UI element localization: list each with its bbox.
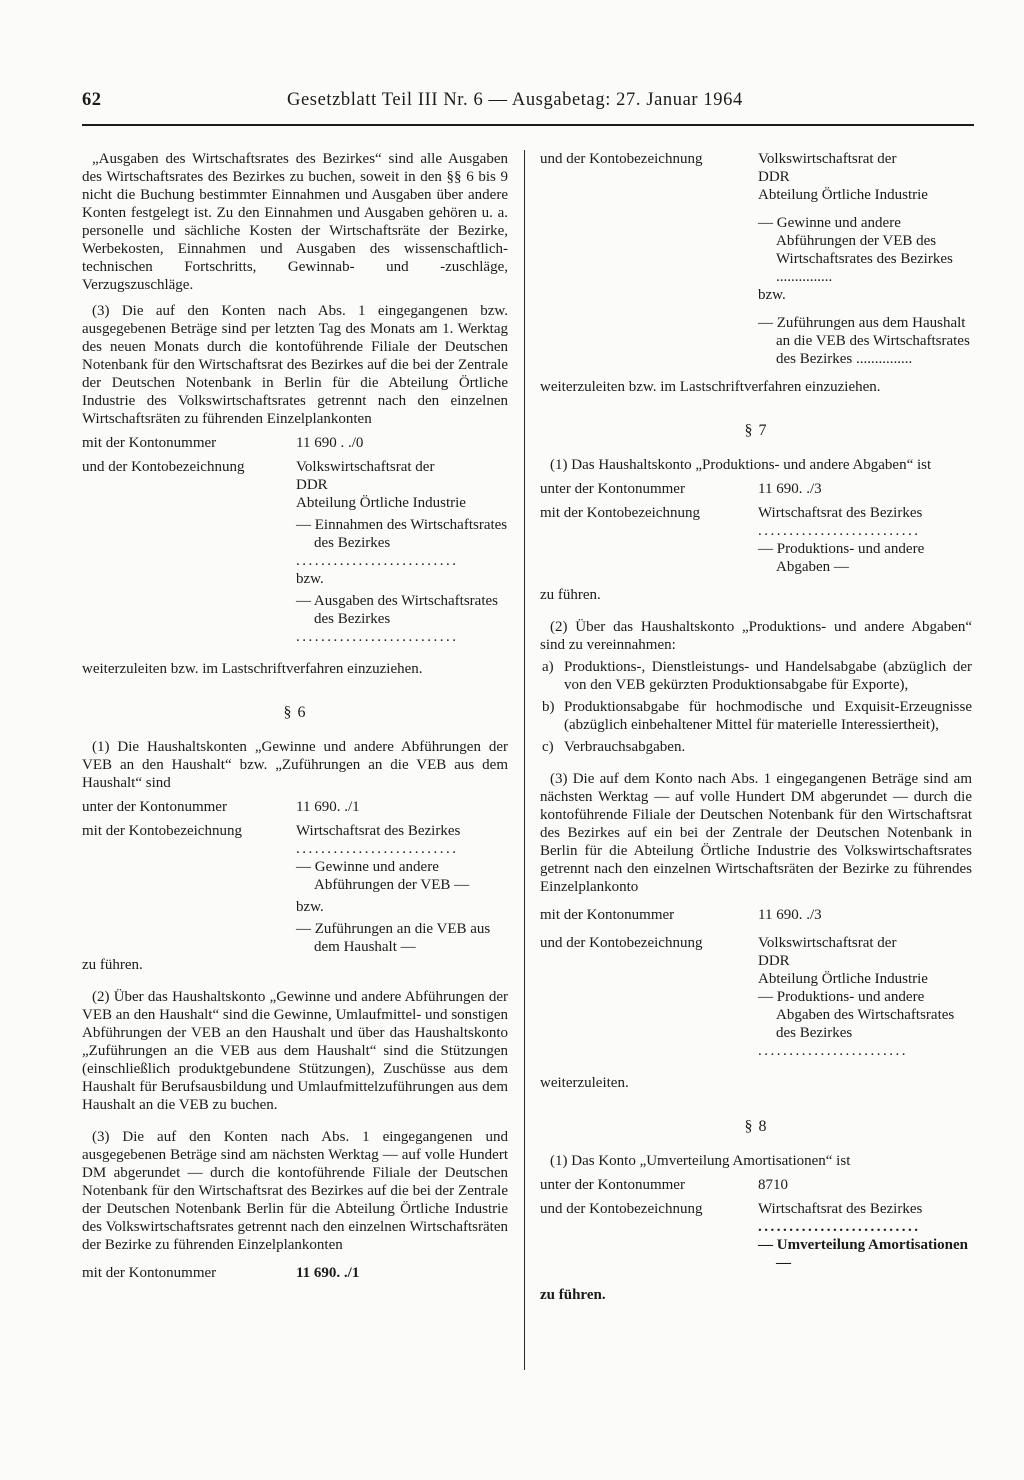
account-subitem: — Gewinne und andere Abführungen der VEB des Wirtschaftsrates des Bezirkes ............... (758, 215, 953, 285)
field-label: mit der Kontobezeichnung (82, 823, 242, 839)
paragraph: (3) Die auf den Konten nach Abs. 1 eingegangenen bzw. ausgegebenen Beträge sind per letzten Tag des Monats am 1. Werktag des neuen Monats durch die kontoführende Filiale der Deutschen Notenbank für den Wirtschaftsrat des Bezirkes auf die bei der Zentrale der Deutschen Notenbank in Berlin für die Abteilung Örtliche Industrie des Volkswirtschaftsrates getrennt nach den einzelnen Wirtschaftsräten zu führenden Einzelplankonten (82, 303, 508, 427)
left-column (82, 150, 508, 1282)
account-name-row (82, 822, 508, 956)
list-item-text: Produktionsabgabe für hochmodische und Exquisit-Erzeugnisse (abzüglich einbehaltener Mittel für materielle Interessiertheit), (564, 699, 972, 733)
account-name-line: Volkswirtschaftsrat der (758, 151, 897, 167)
paragraph: (2) Über das Haushaltskonto „Produktions- und andere Abgaben“ sind zu vereinnahmen: (540, 619, 972, 653)
account-name (758, 150, 972, 368)
paragraph: weiterzuleiten bzw. im Lastschriftverfahren einzuziehen. (540, 379, 881, 395)
list-item-text: Verbrauchsabgaben. (564, 739, 686, 755)
account-number: 11 690. ./3 (758, 907, 822, 923)
list-item (540, 658, 972, 694)
account-number: 8710 (758, 1177, 788, 1193)
page-header (82, 90, 974, 126)
account-number-row (540, 480, 972, 498)
field-label: und der Kontobezeichnung (540, 151, 703, 167)
account-name-line: Wirtschaftsrat des Bezirkes (758, 1201, 923, 1217)
account-name-row (82, 458, 508, 646)
conjunction: bzw. (296, 899, 324, 915)
account-name-line: DDR (758, 953, 790, 969)
account-subitem: — Umverteilung Amortisationen — (758, 1237, 968, 1271)
paragraph: zu führen. (540, 587, 601, 603)
list-item-label: c) (542, 739, 554, 755)
section-heading: § 8 (744, 1118, 768, 1135)
paragraph: (1) Die Haushaltskonten „Gewinne und andere Abführungen der VEB an den Haushalt“ bzw. „Zuführungen an die VEB aus dem Haushalt“ sind (82, 739, 508, 791)
dot-leader: .......................... (296, 841, 459, 857)
paragraph: zu führen. (82, 957, 143, 973)
paragraph: (3) Die auf den Konten nach Abs. 1 eingegangenen und ausgegebenen Beträge sind am nächsten Werktag — auf volle Hundert DM abgerundet — durch die kontoführende Filiale der Deutschen Notenbank für den Wirtschaftsrat des Bezirkes auf die bei der Zentrale der Deutschen Notenbank Berlin für die Abteilung Örtliche Industrie des Volkswirtschaftsrates getrennt nach den einzelnen Wirtschaftsräten der Bezirke zu führenden Einzelplankonten (82, 1129, 508, 1253)
account-name-line: Wirtschaftsrat des Bezirkes (758, 505, 923, 521)
paragraph: (3) Die auf dem Konto nach Abs. 1 eingegangenen Beträge sind am nächsten Werktag — auf volle Hundert DM abgerundet — durch die kontoführende Filiale der Deutschen Notenbank für den Wirtschaftsrat des Bezirkes auf ein bei der Zentrale der Deutschen Notenbank in Berlin für die Abteilung Örtliche Industrie des Volkswirtschaftsrates getrennt nach den einzelnen Wirtschaftsräten der Bezirke zu führendes Einzelplankonto (540, 771, 972, 895)
paragraph: weiterzuleiten bzw. im Lastschriftverfahren einzuziehen. (82, 661, 423, 677)
field-label: unter der Kontonummer (82, 799, 227, 815)
account-subitem: — Zuführungen an die VEB aus dem Haushalt — (296, 921, 491, 955)
list-item-label: b) (542, 699, 555, 715)
account-name (758, 934, 972, 1060)
account-name-row (540, 934, 972, 1060)
account-number-row (82, 434, 508, 452)
account-number: 11 690. ./1 (296, 799, 360, 815)
list-item-text: Produktions-, Dienstleistungs- und Handelsabgabe (abzüglich der von den VEB gekürzten Produktionsabgabe für Exporte), (564, 659, 972, 693)
account-number: 11 690. ./1 (296, 1265, 360, 1281)
dot-leader: .......................... (296, 629, 459, 645)
field-label: mit der Kontonummer (540, 907, 675, 923)
field-label: unter der Kontonummer (540, 1177, 685, 1193)
field-label: unter der Kontonummer (540, 481, 685, 497)
paragraph: (2) Über das Haushaltskonto „Gewinne und andere Abführungen der VEB an den Haushalt“ sind die Gewinne, Umlaufmittel- und sonstigen Abführungen der VEB an den Haushalt und über das Haushaltskonto „Zuführungen an die VEB aus dem Haushalt“ sind die Stützungen (einschließlich produktgebundene Stützungen), Zuschüsse aus dem Haushalt für Berufsausbildung und Umlaufmittelzuführungen aus dem Haushalt an die VEB zu buchen. (82, 989, 508, 1113)
dot-leader: .......................... (758, 523, 921, 539)
account-subitem: — Ausgaben des Wirtschaftsrates des Bezirkes (296, 593, 498, 627)
dot-leader: .......................... (296, 553, 459, 569)
field-label: mit der Kontobezeichnung (540, 505, 700, 521)
page-number: 62 (82, 90, 102, 110)
field-label: und der Kontobezeichnung (540, 1201, 703, 1217)
account-number-row (540, 1176, 972, 1194)
paragraph: weiterzuleiten. (540, 1075, 629, 1091)
account-subitem: — Produktions- und andere Abgaben des Wirtschaftsrates des Bezirkes (758, 989, 955, 1041)
list-item (540, 698, 972, 734)
section-heading: § 6 (283, 704, 307, 721)
paragraph: „Ausgaben des Wirtschaftsrates des Bezirkes“ sind alle Ausgaben des Wirtschaftsrates des Bezirkes zu buchen, soweit in den §§ 6 bis 9 nicht die Buchung bestimmter Einnahmen und Ausgaben über andere Konten festgelegt ist. Zu den Einnahmen und Ausgaben gehören u. a. personelle und sächliche Kosten der Wirtschaftsräte der Bezirke, Werbekosten, Einnahmen und Ausgaben des wissenschaftlich-technischen Fortschritts, Gewinnab- und -zuschläge, Verzugszuschläge. (82, 151, 508, 293)
field-label: und der Kontobezeichnung (540, 935, 703, 951)
account-name-row (540, 150, 972, 368)
account-name-line: DDR (296, 477, 328, 493)
account-name-line: Volkswirtschaftsrat der (296, 459, 435, 475)
dot-leader: .......................... (758, 1219, 921, 1235)
paragraph: (1) Das Haushaltskonto „Produktions- und andere Abgaben“ ist (550, 457, 932, 473)
column-divider (524, 150, 525, 1370)
account-name-line: DDR (758, 169, 790, 185)
field-label: und der Kontobezeichnung (82, 459, 245, 475)
paragraph: zu führen. (540, 1287, 606, 1303)
conjunction: bzw. (296, 571, 324, 587)
list-item (540, 738, 972, 756)
paragraph: (1) Das Konto „Umverteilung Amortisationen“ ist (550, 1153, 851, 1169)
field-label: mit der Kontonummer (82, 435, 217, 451)
account-name (296, 822, 508, 956)
account-number-row (540, 906, 972, 924)
account-number: 11 690 . ./0 (296, 435, 364, 451)
list-item-label: a) (542, 659, 554, 675)
account-name-line: Abteilung Örtliche Industrie (758, 187, 928, 203)
running-title: Gesetzblatt Teil III Nr. 6 — Ausgabetag: 27. Januar 1964 (287, 90, 743, 110)
field-label: mit der Kontonummer (82, 1265, 217, 1281)
account-number-row (82, 798, 508, 816)
account-subitem: — Einnahmen des Wirtschaftsrates des Bezirkes (296, 517, 508, 551)
account-subitem: — Zuführungen aus dem Haushalt an die VEB des Wirtschaftsrates des Bezirkes ............... (758, 315, 970, 367)
conjunction: bzw. (758, 287, 786, 303)
section-heading: § 7 (744, 422, 768, 439)
account-name (296, 458, 508, 646)
levy-list (540, 658, 972, 756)
account-number: 11 690. ./3 (758, 481, 822, 497)
account-name-line: Wirtschaftsrat des Bezirkes (296, 823, 461, 839)
dot-leader: ........................ (758, 1043, 908, 1059)
account-name-line: Abteilung Örtliche Industrie (296, 495, 466, 511)
right-column (540, 150, 972, 1304)
account-number-row (82, 1264, 508, 1282)
account-name-row (540, 504, 972, 576)
account-name-line: Abteilung Örtliche Industrie (758, 971, 928, 987)
account-name-row (540, 1200, 972, 1272)
account-subitem: — Gewinne und andere Abführungen der VEB — (296, 859, 470, 893)
account-name (758, 504, 972, 576)
account-name (758, 1200, 972, 1272)
account-subitem: — Produktions- und andere Abgaben — (758, 541, 925, 575)
account-name-line: Volkswirtschaftsrat der (758, 935, 897, 951)
